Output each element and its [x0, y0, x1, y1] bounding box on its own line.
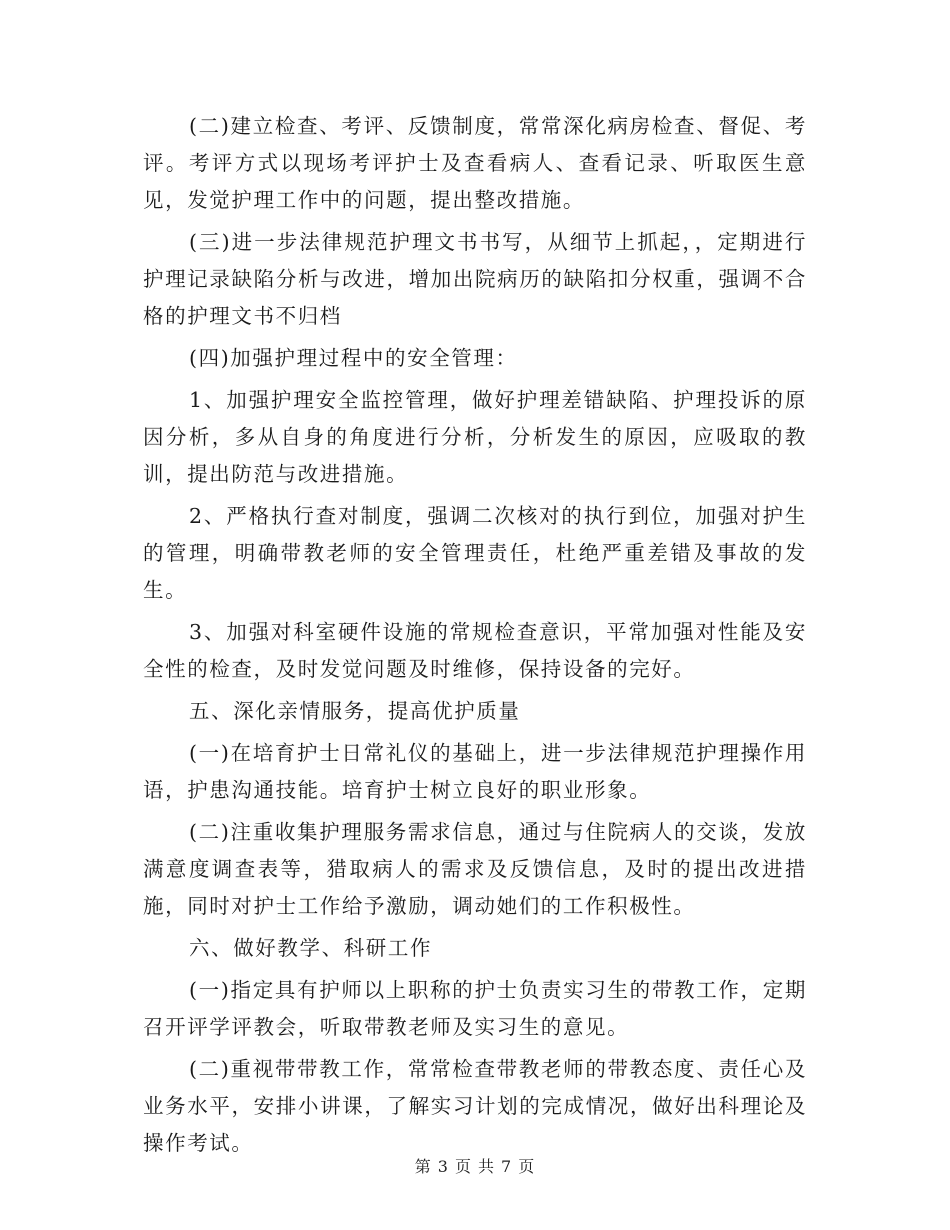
paragraph-etiquette-training: (一)在培育护士日常礼仪的基础上，进一步法律规范护理操作用语，护患沟通技能。培育护士树立良好的职业形象。 [143, 741, 807, 802]
paragraph-intern-teaching: (一)指定具有护师以上职称的护士负责实习生的带教工作，定期召开评学评教会，听取带教老师及实习生的意见。 [143, 978, 807, 1039]
footer-page-number: 3 [437, 1157, 449, 1176]
section-heading-teaching: 六、做好教学、科研工作 [189, 936, 433, 960]
paragraph-inspection-system: (二)建立检查、考评、反馈制度，常常深化病房检查、督促、考评。考评方式以现场考评护士及查看病人、查看记录、听取医生意见，发觉护理工作中的问题，提出整改措施。 [143, 114, 807, 212]
paragraph-service-feedback: (二)注重收集护理服务需求信息，通过与住院病人的交谈，发放满意度调查表等，猎取病人的需求及反馈信息，及时的提出改进措施，同时对护士工作给予激励，调动她们的工作积极性。 [143, 820, 807, 918]
footer-suffix: 页 [518, 1157, 536, 1176]
document-body [143, 108, 807, 1167]
paragraph-safety-monitoring: 1、加强护理安全监控管理，做好护理差错缺陷、护理投诉的原因分析，多从自身的角度进行分析，分析发生的原因，应吸取的教训，提出防范与改进措施。 [143, 388, 807, 486]
page-footer [0, 1154, 950, 1177]
section-heading-service: 五、深化亲情服务，提高优护质量 [189, 699, 521, 723]
paragraph-teaching-supervision: (二)重视带带教工作，常常检查带教老师的带教态度、责任心及业务水平，安排小讲课，了解实习计划的完成情况，做好出科理论及操作考试。 [143, 1057, 807, 1155]
footer-total-pages: 7 [501, 1157, 513, 1176]
subheading-safety-management: (四)加强护理过程中的安全管理： [189, 346, 518, 370]
paragraph-nursing-documents: (三)进一步法律规范护理文书书写，从细节上抓起，，定期进行护理记录缺陷分析与改进，增加出院病历的缺陷扣分权重，强调不合格的护理文书不归档 [143, 230, 807, 328]
footer-middle: 页 共 [454, 1157, 496, 1176]
paragraph-verification-system: 2、严格执行查对制度，强调二次核对的执行到位，加强对护生的管理，明确带教老师的安全管理责任，杜绝严重差错及事故的发生。 [143, 504, 807, 602]
paragraph-hardware-inspection: 3、加强对科室硬件设施的常规检查意识，平常加强对性能及安全性的检查，及时发觉问题及时维修，保持设备的完好。 [143, 620, 807, 681]
footer-prefix: 第 [414, 1157, 432, 1176]
